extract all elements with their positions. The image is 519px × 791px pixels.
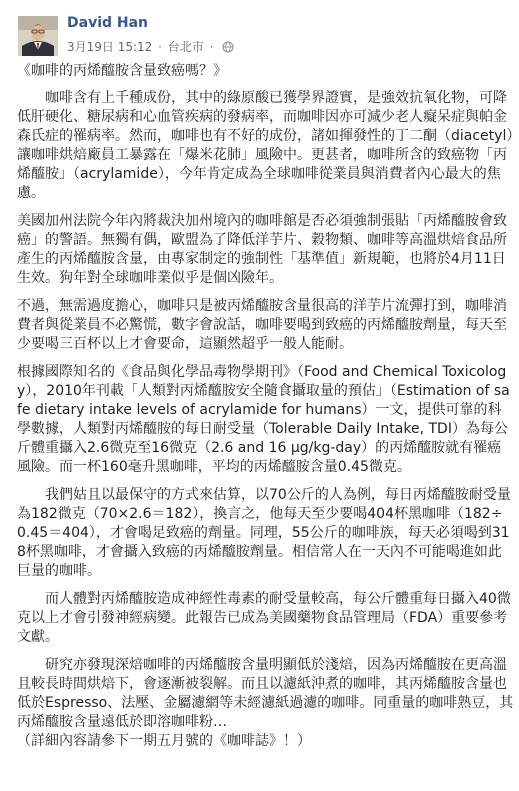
post-location[interactable]: 台北市: [167, 40, 204, 54]
post-header: [10, 10, 509, 60]
paragraph-4: 根據國際知名的《食品與化學品毒物學期刊》（Food and Chemical Toxicology），2010年刊載「人類對丙烯醯胺安全隨食攝取量的預估」（Estimation of safe dietary intake levels of acrylamide for humans）一文，提供可靠的科學數據，人類對丙烯醯胺的每日耐受量（Tolerable Daily Intake, TDI）為每公斤體重攝入2.6微克至16微克（2.6 and 16 μg/kg-day）的丙烯醯胺就有罹癌風險。而一杯160毫升黑咖啡，平均的丙烯醯胺含量0.45微克。: [17, 364, 510, 475]
paragraph-7: 研究亦發現深焙咖啡的丙烯醯胺含量明顯低於淺焙，因為丙烯醯胺在更高溫且較長時間烘焙下，會逐漸被裂解。而且以濾紙沖煮的咖啡，其丙烯醯胺含量也低於Espresso、法壓、金屬濾網等未經濾紙過濾的咖啡。同重量的咖啡熟豆，其丙烯醯胺含量遠低於即溶咖啡粉…: [17, 657, 514, 730]
avatar[interactable]: [18, 16, 58, 56]
paragraph-5: 我們姑且以最保守的方式來估算，以70公斤的人為例，每日丙烯醯胺耐受量為182微克（70×2.6＝182），換言之，他每天至少要喝404杯黑咖啡（182÷0.45＝404），才會喝足致癌的劑量。同理，55公斤的咖啡族，每天必須喝到318杯黑咖啡，才會攝入致癌的丙烯醯胺劑量。相信常人在一天內不可能喝進如此巨量的咖啡。: [17, 487, 511, 579]
paragraph-2: 美國加州法院今年內將裁決加州境內的咖啡館是否必須強制張貼「丙烯醯胺會致癌」的警語。無獨有偶，歐盟為了降低洋芋片、穀物類、咖啡等高溫烘焙食品所產生的丙烯醯胺含量，由專家制定的強制性「基準值」新規範，也將於4月11日生效。狗年對全球咖啡業似乎是個凶險年。: [17, 213, 507, 286]
post-title: 《咖啡的丙烯醯胺含量致癌嗎？》: [17, 63, 227, 79]
profile-photo-icon: [18, 16, 58, 56]
post-timestamp[interactable]: 3月19日 15:12: [67, 40, 153, 54]
paragraph-6: 而人體對丙烯醯胺造成神經性毒素的耐受量較高，每公斤體重每日攝入40微克以上才會引發神經病變。此報告已成為美國藥物食品管理局（FDA）重要參考文獻。: [17, 591, 511, 645]
paragraph-3: 不過，無需過度擔心，咖啡只是被丙烯醯胺含量很高的洋芋片流彈打到，咖啡消費者與從業員不必驚慌，數字會說話，咖啡要喝到致癌的丙烯醯胺劑量，每天至少要喝三百杯以上才會要命，這顯然超乎一般人能耐。: [17, 298, 507, 352]
paragraph-8: （詳細內容請參下一期五月號的《咖啡誌》！）: [17, 733, 311, 749]
post-body: [17, 62, 514, 751]
globe-icon[interactable]: [222, 41, 234, 53]
author-name[interactable]: David Han: [67, 15, 149, 31]
meta-separator-2: ·: [209, 40, 214, 54]
paragraph-1: 咖啡含有上千種成份，其中的綠原酸已獲學界證實，是強效抗氧化物，可降低肝硬化、糖尿病和心血管疾病的發病率，而咖啡因亦可減少老人癡呆症與帕金森氏症的罹病率。然而，咖啡也有不好的成份，諸如揮發性的丁二酮（diacetyl）讓咖啡烘焙廠員工暴露在「爆米花肺」風險中。更甚者，咖啡所含的致癌物「丙烯醯胺」（acrylamide），今年肯定成為全球咖啡從業員與消費者內心最大的焦慮。: [17, 90, 514, 201]
post-meta: [67, 38, 234, 55]
meta-separator: ·: [158, 40, 162, 54]
